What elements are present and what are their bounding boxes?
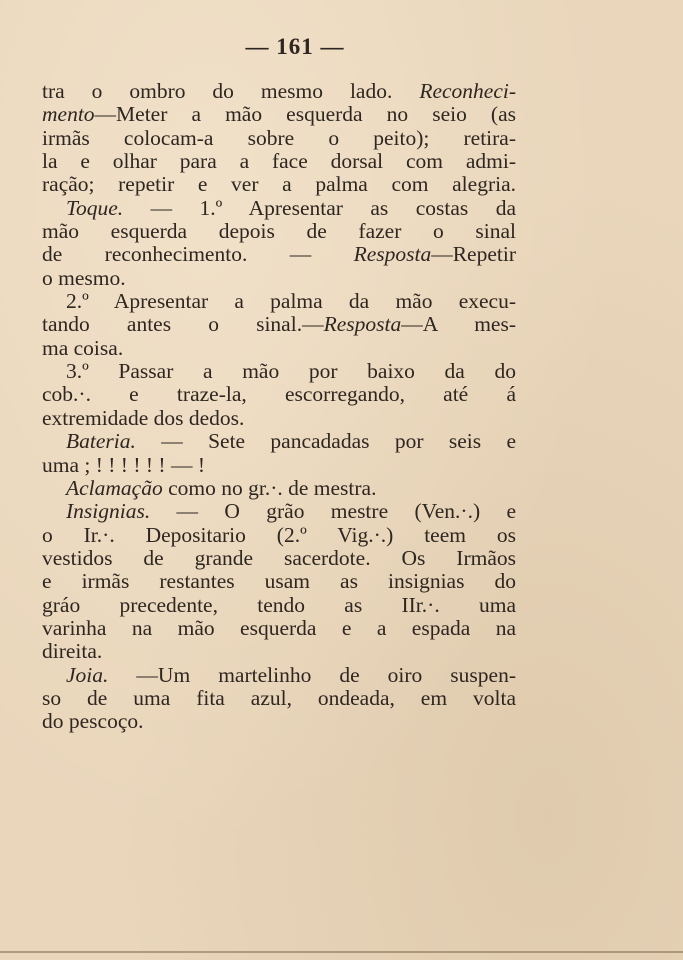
text-line — [42, 617, 516, 640]
line-text: irmãs colocam-a sobre o peito); retira- — [42, 125, 516, 150]
line-text: o Ir.·. Depositario (2.º Vig.·.) teem os — [42, 522, 516, 547]
line-text-after: como no gr.·. de mestra. — [162, 475, 377, 500]
line-text: gráo precedente, tendo as IIr.·. uma — [42, 592, 516, 617]
text-line — [42, 173, 516, 196]
text-line — [42, 80, 516, 103]
body-text — [42, 80, 516, 734]
italic-term: Toque. — [66, 195, 124, 220]
line-text-after: — Sete pancadadas por seis e — [135, 429, 516, 454]
text-line — [42, 640, 516, 663]
page-edge-line — [0, 951, 683, 953]
line-text: do pescoço. — [42, 709, 144, 734]
italic-term: Insignias. — [66, 499, 151, 524]
line-text: o mesmo. — [42, 265, 126, 290]
italic-term: Bateria. — [66, 429, 136, 454]
line-text: uma ; ! ! ! ! ! ! — ! — [42, 452, 205, 477]
line-text: 3.º Passar a mão por baixo da do — [66, 359, 516, 384]
italic-term: Aclamação — [66, 475, 163, 500]
line-text-after: —Meter a mão esquerda no seio (as — [94, 102, 516, 127]
text-line — [42, 477, 516, 500]
text-line — [42, 127, 516, 150]
italic-term: Reconheci- — [419, 79, 516, 103]
line-text: mão esquerda depois de fazer o sinal — [42, 219, 516, 244]
line-text: ma coisa. — [42, 335, 124, 360]
text-line — [42, 547, 516, 570]
page-number: — 161 — — [245, 34, 345, 59]
text-line — [42, 197, 516, 220]
text-line — [42, 383, 516, 406]
italic-term: Resposta — [323, 312, 402, 337]
text-line — [42, 220, 516, 243]
line-text-after: —Um martelinho de oiro suspen- — [108, 662, 516, 687]
text-line — [42, 290, 516, 313]
line-text-after: — O grão mestre (Ven.·.) e — [150, 499, 516, 524]
line-text-after: —Repetir — [431, 242, 516, 267]
line-text-after: — 1.º Apresentar as costas da — [123, 195, 516, 220]
line-text: tra o ombro do mesmo lado. — [42, 79, 420, 103]
line-text: varinha na mão esquerda e a espada na — [42, 615, 516, 640]
line-text: tando antes o sinal.— — [42, 312, 324, 337]
line-text: vestidos de grande sacerdote. Os Irmãos — [42, 545, 516, 570]
text-line — [42, 524, 516, 547]
line-text: la e olhar para a face dorsal com admi- — [42, 149, 516, 174]
text-line — [42, 454, 516, 477]
line-text: so de uma fita azul, ondeada, em volta — [42, 685, 516, 710]
line-text-after: —A mes- — [401, 312, 516, 337]
line-text: extremidade dos dedos. — [42, 405, 245, 430]
text-line — [42, 500, 516, 523]
text-line — [42, 243, 516, 266]
line-text: de reconhecimento. — — [42, 242, 354, 267]
line-text: e irmãs restantes usam as insignias do — [42, 569, 516, 594]
text-line — [42, 267, 516, 290]
text-line — [42, 687, 516, 710]
line-text: direita. — [42, 639, 103, 664]
text-line — [42, 407, 516, 430]
text-line — [42, 594, 516, 617]
italic-term: mento — [42, 102, 95, 127]
text-line — [42, 570, 516, 593]
line-text: 2.º Apresentar a palma da mão execu- — [66, 289, 516, 314]
text-line — [42, 150, 516, 173]
text-line — [42, 337, 516, 360]
text-line — [42, 360, 516, 383]
italic-term: Resposta — [353, 242, 432, 267]
line-text: ração; repetir e ver a palma com alegria. — [42, 172, 516, 197]
line-text: cob.·. e traze-la, escorregando, até á — [42, 382, 516, 407]
text-line — [42, 664, 516, 687]
italic-term: Joia. — [66, 662, 109, 687]
text-line — [42, 430, 516, 453]
text-line — [42, 103, 516, 126]
text-line — [42, 710, 516, 733]
text-line — [42, 313, 516, 336]
